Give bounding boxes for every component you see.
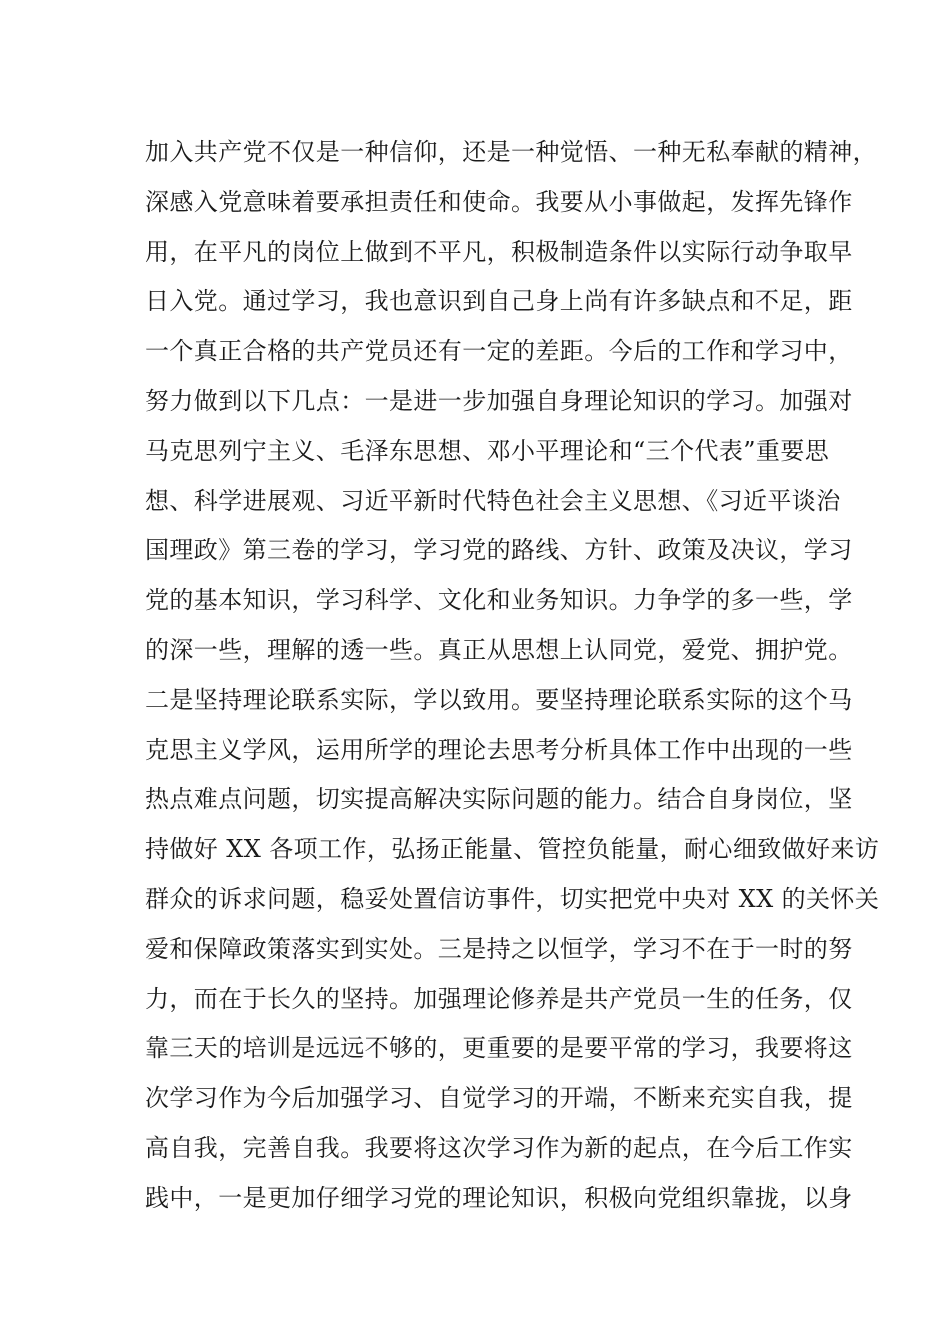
text-line: 持做好 XX 各项工作，弘扬正能量、管控负能量，耐心细致做好来访 bbox=[145, 835, 880, 864]
text-line: 高自我，完善自我。我要将这次学习作为新的起点，在今后工作实 bbox=[145, 1133, 853, 1162]
text-line: 次学习作为今后加强学习、自觉学习的开端，不断来充实自我，提 bbox=[145, 1084, 853, 1113]
text-line: 用，在平凡的岗位上做到不平凡，积极制造条件以实际行动争取早 bbox=[145, 237, 853, 266]
text-line: 二是坚持理论联系实际，学以致用。要坚持理论联系实际的这个马 bbox=[145, 685, 853, 714]
text-line: 群众的诉求问题，稳妥处置信访事件，切实把党中央对 XX 的关怀关 bbox=[145, 884, 880, 913]
text-line: 马克思列宁主义、毛泽东思想、邓小平理论和“三个代表”重要思 bbox=[145, 436, 830, 465]
text-line: 爱和保障政策落实到实处。三是持之以恒学，学习不在于一时的努 bbox=[145, 934, 853, 963]
text-line: 加入共产党不仅是一种信仰，还是一种觉悟、一种无私奉献的精神， bbox=[145, 138, 877, 166]
text-line: 深感入党意味着要承担责任和使命。我要从小事做起，发挥先锋作 bbox=[145, 187, 853, 216]
text-line: 国理政》第三卷的学习，学习党的路线、方针、政策及决议，学习 bbox=[145, 536, 853, 565]
text-line: 靠三天的培训是远远不够的，更重要的是要平常的学习，我要将这 bbox=[145, 1034, 853, 1063]
text-line: 想、科学进展观、习近平新时代特色社会主义思想、《习近平谈治 bbox=[145, 486, 841, 515]
body-paragraph bbox=[145, 128, 880, 1224]
text-line: 一个真正合格的共产党员还有一定的差距。今后的工作和学习中， bbox=[145, 337, 853, 366]
text-line: 日入党。通过学习，我也意识到自己身上尚有许多缺点和不足，距 bbox=[145, 287, 853, 316]
text-line: 努力做到以下几点：一是进一步加强自身理论知识的学习。加强对 bbox=[145, 386, 853, 415]
text-line: 党的基本知识，学习科学、文化和业务知识。力争学的多一些，学 bbox=[145, 586, 853, 615]
text-line: 热点难点问题，切实提高解决实际问题的能力。结合自身岗位，坚 bbox=[145, 785, 853, 814]
text-line: 克思主义学风，运用所学的理论去思考分析具体工作中出现的一些 bbox=[145, 735, 853, 764]
text-line: 践中，一是更加仔细学习党的理论知识，积极向党组织靠拢，以身 bbox=[145, 1183, 853, 1212]
text-line: 力，而在于长久的坚持。加强理论修养是共产党员一生的任务，仅 bbox=[145, 984, 853, 1013]
text-line: 的深一些，理解的透一些。真正从思想上认同党，爱党、拥护党。 bbox=[145, 635, 853, 664]
